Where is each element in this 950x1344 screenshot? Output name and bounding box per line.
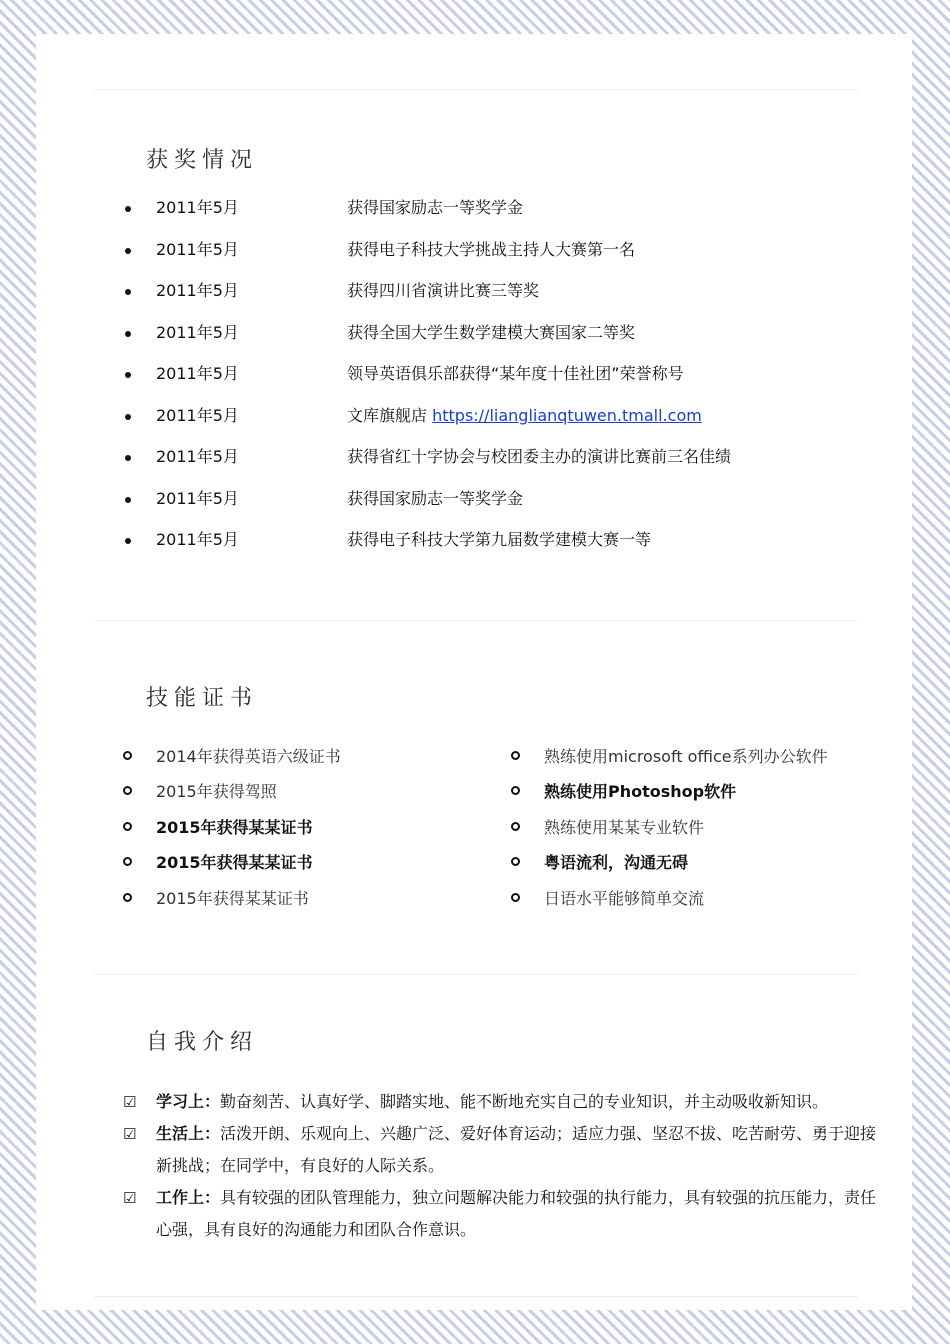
- intro-text: 具有较强的团队管理能力，独立问题解决能力和较强的执行能力，具有较强的抗压能力，责任心强，具有良好的沟通能力和团队合作意识。: [156, 1188, 877, 1239]
- bullet-ring-icon: [511, 857, 520, 866]
- skill-item: [36, 887, 912, 922]
- award-item: [36, 279, 896, 321]
- skill-item: [36, 745, 912, 780]
- store-link[interactable]: https://lianglianqtuwen.tmall.com: [432, 405, 702, 425]
- award-description-text: 领导英语俱乐部获得“某年度十佳社团”荣誉称号: [347, 364, 684, 383]
- checkbox-checked-icon: ☑: [123, 1125, 137, 1143]
- award-date: 2011年5月: [156, 322, 239, 342]
- intro-list: [36, 1086, 912, 1246]
- award-date: 2011年5月: [156, 488, 239, 508]
- award-description-text: 获得电子科技大学挑战主持人大赛第一名: [347, 239, 636, 259]
- skills-section-title: 技能证书: [146, 686, 259, 711]
- skill-text: 2014年获得英语六级证书: [156, 747, 341, 766]
- section-divider: [94, 974, 858, 975]
- award-description-text: 获得四川省演讲比赛三等奖: [347, 281, 540, 300]
- intro-label: 学习上：: [156, 1092, 221, 1111]
- skill-text: 2015年获得驾照: [156, 782, 277, 802]
- skill-text: 熟练使用microsoft office系列办公软件: [544, 747, 828, 766]
- award-item: [36, 196, 896, 238]
- award-date: 2011年5月: [156, 364, 239, 383]
- award-item: [36, 321, 896, 363]
- award-date: 2011年5月: [156, 405, 239, 425]
- awards-section-title: 获奖情况: [146, 148, 259, 173]
- award-item: [36, 404, 896, 446]
- bullet-dot-icon: [125, 538, 131, 544]
- skills-list-right: [36, 745, 912, 922]
- award-item: [36, 362, 896, 404]
- bullet-dot-icon: [125, 497, 131, 503]
- bullet-dot-icon: [125, 372, 131, 378]
- award-description: [347, 528, 651, 552]
- intro-text: 活泼开朗、乐观向上、兴趣广泛、爱好体育运动；适应力强、坚忍不拔、吃苦耐劳、勇于迎接新挑战；在同学中，有良好的人际关系。: [156, 1124, 877, 1175]
- award-description-text: 获得国家励志一等奖学金: [347, 488, 524, 508]
- checkbox-checked-icon: ☑: [123, 1189, 137, 1207]
- bullet-dot-icon: [125, 331, 131, 337]
- award-item: [36, 487, 896, 529]
- awards-list: [36, 196, 896, 570]
- intro-section-title: 自我介绍: [146, 1030, 259, 1055]
- award-description-text: 文库旗舰店: [347, 405, 433, 425]
- award-description: [347, 238, 635, 262]
- checkbox-checked-icon: ☑: [123, 1093, 137, 1111]
- award-date: 2011年5月: [156, 198, 239, 217]
- bullet-dot-icon: [125, 206, 131, 212]
- skill-item: [36, 816, 912, 851]
- skill-text: 2015年获得某某证书: [156, 853, 313, 873]
- skill-text: 2015年获得某某证书: [156, 888, 309, 908]
- intro-item: [36, 1118, 886, 1182]
- intro-item: [36, 1086, 886, 1118]
- award-item: [36, 528, 896, 570]
- award-description: [347, 445, 731, 469]
- intro-label: 生活上：: [156, 1124, 221, 1143]
- award-description: [347, 321, 635, 345]
- award-description-text: 获得全国大学生数学建模大赛国家二等奖: [347, 322, 636, 342]
- bullet-ring-icon: [511, 893, 520, 902]
- skill-text: 2015年获得某某证书: [156, 817, 313, 837]
- bullet-dot-icon: [125, 414, 131, 420]
- resume-page: [36, 34, 912, 1310]
- bullet-dot-icon: [125, 455, 131, 461]
- skill-text: 日语水平能够简单交流: [544, 888, 705, 908]
- skill-text: 熟练使用Photoshop软件: [544, 782, 737, 802]
- skill-item: [36, 780, 912, 815]
- section-divider: [94, 1296, 858, 1297]
- award-item: [36, 445, 896, 487]
- award-date: 2011年5月: [156, 239, 239, 259]
- intro-text: 勤奋刻苦、认真好学、脚踏实地、能不断地充实自己的专业知识，并主动吸收新知识。: [220, 1092, 829, 1111]
- bullet-ring-icon: [511, 822, 520, 831]
- award-description: [347, 362, 684, 386]
- award-description-text: 获得电子科技大学第九届数学建模大赛一等: [347, 530, 652, 549]
- award-description: [347, 404, 702, 428]
- award-description: [347, 487, 523, 511]
- skill-text: 粤语流利，沟通无碍: [544, 853, 689, 873]
- award-date: 2011年5月: [156, 447, 239, 466]
- bullet-ring-icon: [511, 786, 520, 795]
- award-description: [347, 279, 539, 303]
- bullet-dot-icon: [125, 289, 131, 295]
- section-divider: [94, 89, 858, 90]
- award-description: [347, 196, 523, 220]
- award-date: 2011年5月: [156, 281, 239, 300]
- intro-label: 工作上：: [156, 1188, 221, 1207]
- section-divider: [94, 620, 858, 621]
- skill-text: 熟练使用某某专业软件: [544, 817, 705, 837]
- award-description-text: 获得省红十字协会与校团委主办的演讲比赛前三名佳绩: [347, 447, 732, 466]
- award-date: 2011年5月: [156, 530, 239, 549]
- bullet-dot-icon: [125, 248, 131, 254]
- bullet-ring-icon: [511, 751, 520, 760]
- award-item: [36, 238, 896, 280]
- intro-item: [36, 1182, 886, 1246]
- award-description-text: 获得国家励志一等奖学金: [347, 198, 524, 217]
- skill-item: [36, 851, 912, 886]
